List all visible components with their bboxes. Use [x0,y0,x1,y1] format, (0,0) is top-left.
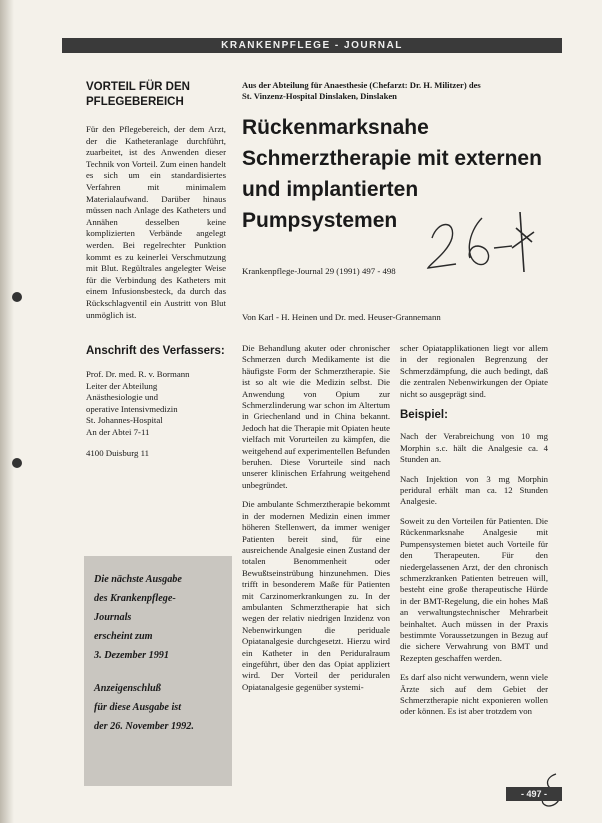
article-authors: Von Karl - H. Heinen und Dr. med. Heuser-Grannemann [242,312,441,322]
author-line: An der Abtei 7-11 [86,426,150,437]
notice-line: 3. Dezember 1991 [94,650,169,661]
notice-line: Anzeigenschluß [94,683,161,694]
sidebar-title-line: PFLEGEBEREICH [86,96,184,108]
journal-header: KRANKENPFLEGE - JOURNAL [62,38,562,53]
department-line: St. Vinzenz-Hospital Dinslaken, Dinslaken [242,91,397,101]
journal-reference: Krankenpflege-Journal 29 (1991) 497 - 498 [242,266,396,276]
author-heading: Anschrift des Verfassers: [86,345,225,358]
notice-line: des Krankenpflege- [94,593,176,604]
example-heading: Beispiel: [400,409,448,422]
paragraph: Es darf also nicht verwundern, wenn viele Ärzte sich auf dem Gebiet der Schmerztherapie nicht exponieren wollen oder können. Es ist aber trotzdem von [400,672,548,717]
author-line: Prof. Dr. med. R. v. Bormann [86,369,190,380]
author-line: operative Intensivmedizin [86,403,178,414]
page-number: - 497 - [506,787,562,801]
paragraph: scher Opiatapplikationen liegt vor allem in der regionalen Begrenzung der Schmerzdämpfung, die auch bedingt, daß die zentralen Nebenwirkungen der Opiate nicht so ausgeprägt sind. [400,343,548,399]
paragraph: Die Behandlung akuter oder chronischer Schmerzen durch Medikamente ist die häufigste Form der Schmerztherapie. Sie ist so alt wie die Medizin selbst. Die Anwendung von Opium zur Schmerzlinderung war schon im Altertum in Griechenland und in China bekannt. Jedoch hat die Therapie mit Opiaten heute vielfach mit Vorurteilen zu kämpfen, die weitgehend auf experimentellen Befunden beruhen. Diese Vorurteile sind nach unserer klinischen Erfahrung weitgehend unbegründet. [242,343,390,490]
article-column-1 [242,343,390,701]
page-edge-shadow [0,0,14,823]
author-city: 4100 Duisburg 11 [86,448,150,459]
paragraph: Nach Injektion von 3 mg Morphin peridural erhält man ca. 12 Stunden Analgesie. [400,473,548,507]
binder-hole [12,458,22,468]
paragraph: Soweit zu den Vorteilen für Patienten. Die Rückenmarksnahe Analgesie mit Pumpensystemen bietet auch Vorteile für den Therapeuten. Für den niedergelassenen Arzt, der den chronisch schmerzkranken Patienten betreuen will, besteht eine große therapeutische Hürde in der BMT-Regelung, die ein hohes Maß an verwaltungstechnischer Mehrarbeit beinhaltet. Auch müssen in der Praxis bestimmte Voraussetzungen in Bezug auf die sichere Verwahrung von BMT und Rezepten geschaffen werden. [400,515,548,663]
paragraph: Die ambulante Schmerztherapie bekommt in der modernen Medizin einen immer höheren Stellenwert, da immer weniger Patienten bereit sind, für eine ausreichende Analgesie einen Zustand der totalen Benommenheit oder Bewußtseinstrübung hinzunehmen. Dies trifft in besonderem Maße für Patienten mit Carzinomerkrankungen zu. In der ambulanten Schmerztherapie hat sich wegen der relativ niedrigen Inzidenz von Nebenwirkungen die periduale Opiatanalgesie durchgesetzt. Hierzu wird ein Katheter in den Periduralraum eingeführt, über den das Opiat appliziert wird. Der Vorteil der periduralen Opiatanalgesie gegenüber systemi- [242,499,390,692]
sidebar-title [86,80,226,110]
department-line: Aus der Abteilung für Anaesthesie (Chefarzt: Dr. H. Militzer) des [242,80,481,90]
author-line: Leiter der Abteilung [86,380,158,391]
notice-line: Journals [94,612,132,623]
article-column-2 [400,343,548,726]
next-issue-notice [84,556,232,786]
handwritten-annotation [420,198,540,278]
notice-line: erscheint zum [94,631,153,642]
department-affiliation [242,80,562,102]
title-line: Rückenmarksnahe [242,116,429,139]
author-line: Anästhesiologie und [86,392,159,403]
sidebar-title-line: VORTEIL FÜR DEN [86,81,190,93]
author-address [86,369,226,460]
notice-line: für diese Ausgabe ist [94,702,182,713]
author-line: St. Johannes-Hospital [86,415,163,426]
title-line: Pumpsystemen [242,209,398,232]
notice-line: der 26. November 1992. [94,721,194,732]
binder-hole [12,292,22,302]
notice-line: Die nächste Ausgabe [94,574,182,585]
title-line: Schmerztherapie mit externen [242,147,542,170]
sidebar-body: Für den Pflegebereich, der dem Arzt, der die Katheteranlage durchführt, zuarbeitet, ist des Anwenden dieser Technik von Vorteil. Zum einen handelt es sich um ein standardisiertes Verfahren mit minimalem Materialaufwand. Darüber hinaus müssen nach Anlage des Katheters und Annähen desselben keine komplizierten Verbände angelegt werden. Bei regelrechter Punktion kommt es zu keinerlei Verschmutzung mit Blut. Regültrales angelegter Weise für die Verbindung des Katheters mit einem Infusionsbesteck, da durch das Rückschlagventil ein Austritt von Blut unmöglich ist. [86,124,226,320]
paragraph: Nach der Verabreichung von 10 mg Morphin s.c. hält die Analgesie ca. 4 Stunden an. [400,431,548,465]
sidebar [86,80,226,460]
title-line: und implantierten [242,178,419,201]
